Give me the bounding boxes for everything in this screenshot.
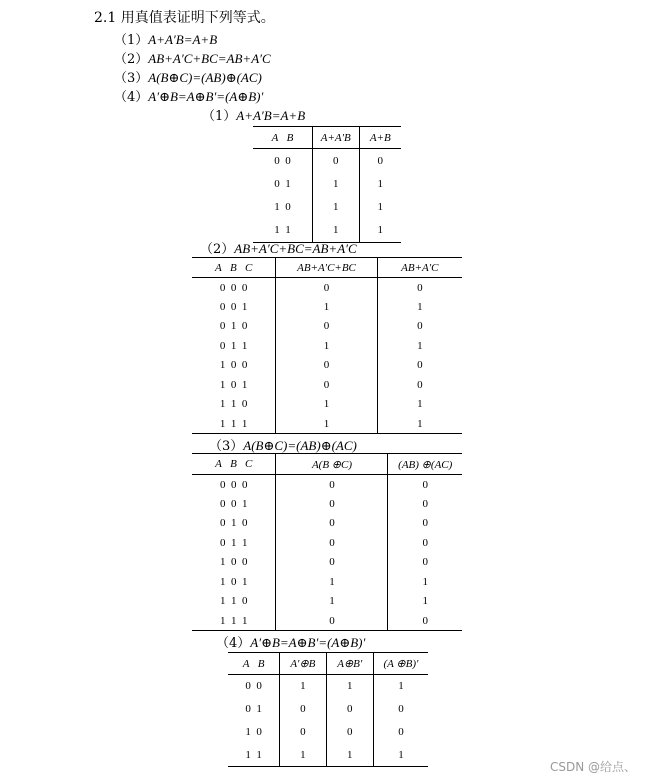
section-number: （4） xyxy=(216,636,251,651)
header-inputs: A B C xyxy=(192,454,276,475)
table-row: 0 0 1 1 1 xyxy=(228,675,428,698)
section-expression: A+A′B=A+B xyxy=(236,108,306,123)
table-row: 0 0 1 0 0 xyxy=(192,494,462,514)
header-output: AB+A′C xyxy=(377,258,462,278)
header-output: A′⊕B xyxy=(280,653,326,675)
header-inputs: A B xyxy=(253,127,312,149)
item-expression: A′⊕B=A⊕B′=(A⊕B)′ xyxy=(148,89,264,104)
section-number: （1） xyxy=(202,109,237,124)
table-row: 1 0 1 1 xyxy=(253,196,401,219)
table-row: 0 1 1 0 0 xyxy=(192,533,462,553)
truth-table-4 xyxy=(228,652,428,767)
table-row: 1 1 0 1 1 xyxy=(192,592,462,612)
table-row: 1 0 0 0 0 xyxy=(192,553,462,573)
section-label-4 xyxy=(216,632,365,651)
section-expression: A(B⊕C)=(AB)⊕(AC) xyxy=(243,438,357,453)
section-label-2 xyxy=(200,238,357,257)
table-row: 1 0 0 0 0 xyxy=(192,356,462,376)
equation-item-1 xyxy=(114,29,217,48)
equation-item-4 xyxy=(114,86,263,105)
table-row: 1 1 0 1 1 xyxy=(192,395,462,415)
item-number: （3） xyxy=(114,71,149,86)
section-label-1 xyxy=(202,105,305,124)
truth-table-2 xyxy=(192,257,462,434)
table-row: 0 1 1 1 1 xyxy=(192,336,462,356)
header-inputs: A B xyxy=(228,653,280,675)
truth-table-3 xyxy=(192,453,462,631)
header-output: A(B ⊕C) xyxy=(276,454,388,475)
table-row: 0 1 0 0 0 xyxy=(228,698,428,721)
section-label-3 xyxy=(209,435,357,454)
truth-table-1 xyxy=(253,126,401,243)
header-output: A⊕B′ xyxy=(326,653,373,675)
header-inputs: A B C xyxy=(192,258,276,278)
header-output: (A ⊕B)′ xyxy=(373,653,428,675)
equation-item-2 xyxy=(114,48,271,67)
header-output: A+A′B xyxy=(312,127,359,149)
table-row: 0 0 0 0 0 xyxy=(192,475,462,495)
table-row: 0 1 0 0 0 xyxy=(192,317,462,337)
item-expression: A+A′B=A+B xyxy=(148,32,218,47)
table-row: 1 0 1 1 1 xyxy=(192,572,462,592)
table-row: 1 0 0 0 0 xyxy=(228,721,428,744)
table-row: 0 1 0 0 0 xyxy=(192,514,462,534)
table-row: 1 1 1 1 1 xyxy=(228,744,428,767)
item-number: （2） xyxy=(114,52,149,67)
watermark: CSDN @给点、 xyxy=(549,760,636,774)
header-output: AB+A′C+BC xyxy=(276,258,377,278)
table-row: 1 1 1 1 xyxy=(253,219,401,243)
table-row: 0 0 1 1 1 xyxy=(192,297,462,317)
table-row: 1 0 1 0 0 xyxy=(192,375,462,395)
item-number: （4） xyxy=(114,90,149,105)
header-output: (AB) ⊕(AC) xyxy=(388,454,462,475)
equation-item-3 xyxy=(114,67,262,86)
section-number: （2） xyxy=(200,242,235,257)
section-expression: A′⊕B=A⊕B′=(A⊕B)′ xyxy=(250,635,366,650)
table-row: 0 0 0 0 xyxy=(253,149,401,173)
table-row: 0 1 1 1 xyxy=(253,173,401,196)
table-row: 1 1 1 1 1 xyxy=(192,414,462,434)
section-expression: AB+A′C+BC=AB+A′C xyxy=(234,241,357,256)
item-expression: AB+A′C+BC=AB+A′C xyxy=(148,51,271,66)
problem-title: 2.1 用真值表证明下列等式。 xyxy=(94,10,275,26)
section-number: （3） xyxy=(209,439,244,454)
header-output: A+B xyxy=(359,127,401,149)
table-row: 0 0 0 0 0 xyxy=(192,278,462,298)
item-expression: A(B⊕C)=(AB)⊕(AC) xyxy=(148,70,262,85)
item-number: （1） xyxy=(114,33,149,48)
table-row: 1 1 1 0 0 xyxy=(192,611,462,631)
